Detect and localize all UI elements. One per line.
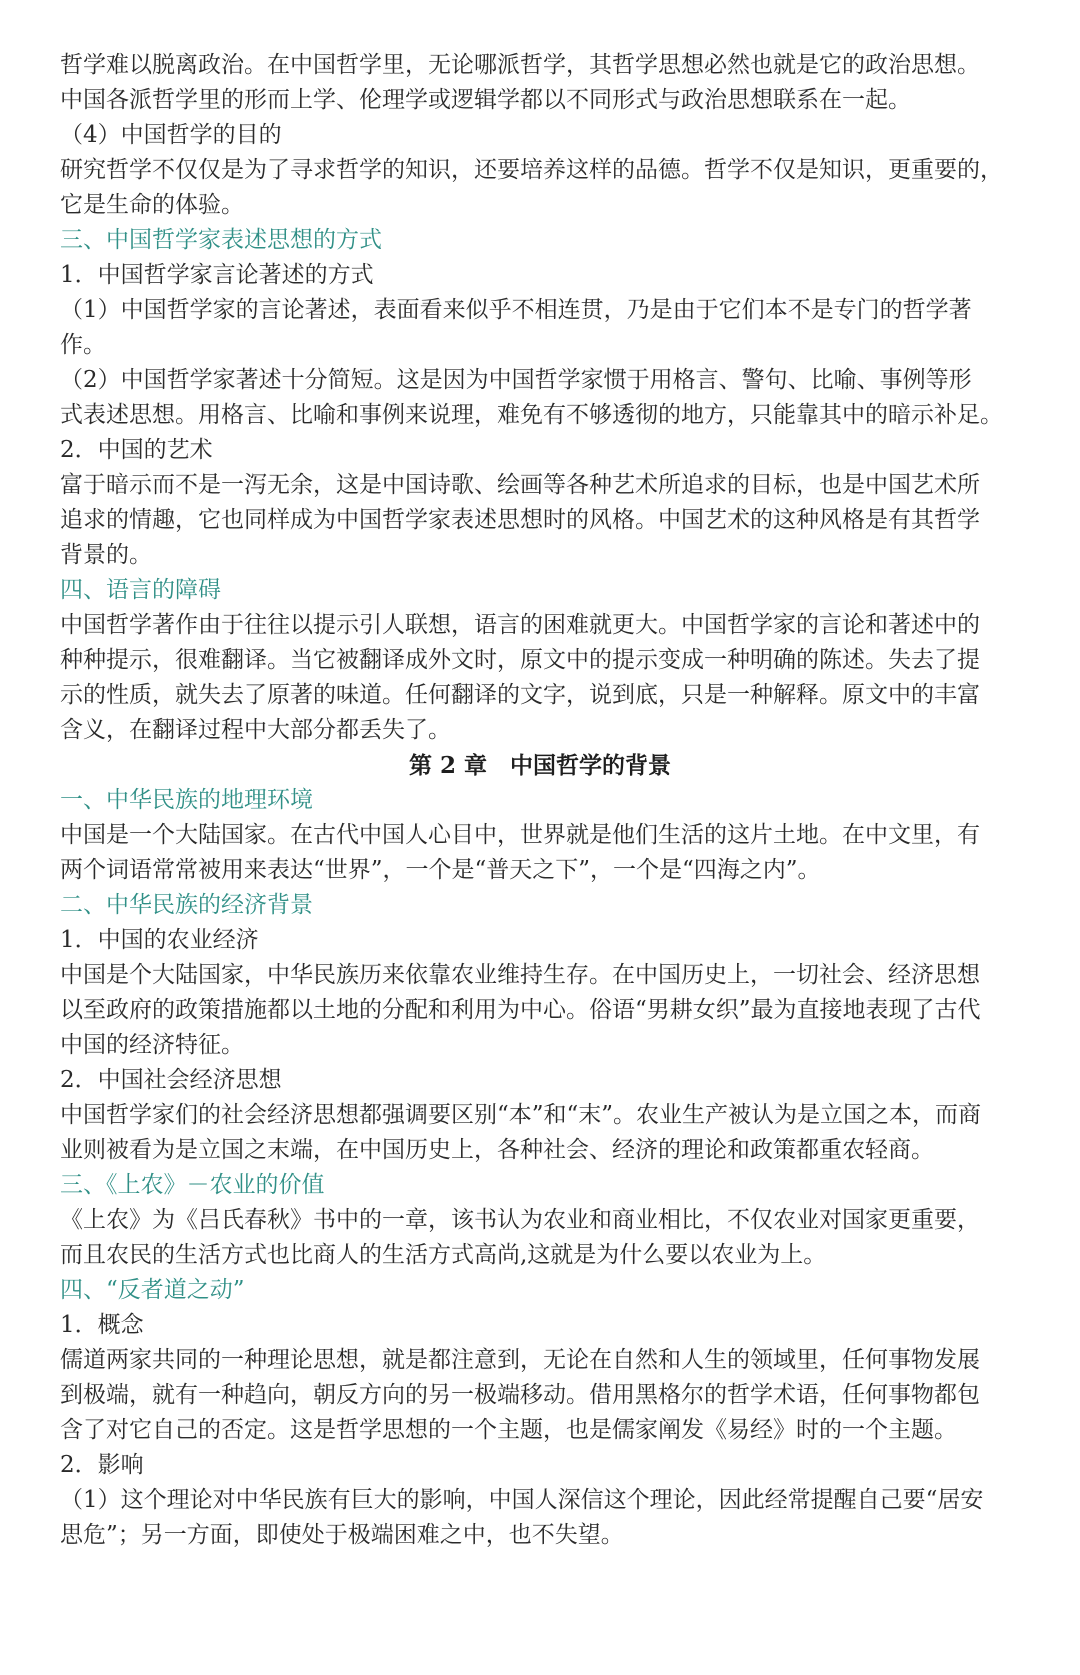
para-concise (60, 363, 1020, 433)
text-line: 儒道两家共同的一种理论思想，就是都注意到，无论在自然和人生的领域里，任何事物发展 (60, 1347, 980, 1373)
subheading-social-economy: 2．中国社会经济思想 (60, 1067, 282, 1093)
para-social-economy (60, 1098, 1020, 1168)
text-line: 作。 (60, 332, 106, 358)
text-line: 含义，在翻译过程中大部分都丢失了。 (60, 717, 451, 743)
text-line: 示的性质，就失去了原著的味道。任何翻译的文字，说到底，只是一种解释。原文中的丰富 (60, 682, 980, 708)
text-line: 中国各派哲学里的形而上学、伦理学或逻辑学都以不同形式与政治思想联系在一起。 (60, 87, 911, 113)
section-heading-language: 四、语言的障碍 (60, 577, 221, 603)
text-line: 研究哲学不仅仅是为了寻求哲学的知识，还要培养这样的品德。哲学不仅是知识，更重要的， (60, 157, 1003, 183)
text-line: （1）这个理论对中华民族有巨大的影响，中国人深信这个理论，因此经常提醒自己要“居安 (60, 1487, 984, 1513)
text-line: 以至政府的政策措施都以土地的分配和利用为中心。俗语“男耕女织”最为直接地表现了古代 (60, 997, 981, 1023)
para-shangnong (60, 1203, 1020, 1273)
para-geography (60, 818, 1020, 888)
para-concept (60, 1343, 1020, 1448)
subheading-concept: 1．概念 (60, 1312, 144, 1338)
subheading-art: 2．中国的艺术 (60, 437, 213, 463)
text-line: 它是生命的体验。 (60, 192, 244, 218)
text-line: 哲学难以脱离政治。在中国哲学里，无论哪派哲学，其哲学思想必然也就是它的政治思想。 (60, 52, 980, 78)
text-line: 种种提示，很难翻译。当它被翻译成外文时，原文中的提示变成一种明确的陈述。失去了提 (60, 647, 980, 673)
section-heading-shangnong: 三、《上农》－农业的价值 (60, 1172, 325, 1198)
text-line: 而且农民的生活方式也比商人的生活方式高尚,这就是为什么要以农业为上。 (60, 1242, 827, 1268)
text-line: （2）中国哲学家著述十分简短。这是因为中国哲学家惯于用格言、警句、比喻、事例等形 (60, 367, 972, 393)
para-purpose (60, 153, 1020, 223)
text-line: 中国是一个大陆国家。在古代中国人心目中，世界就是他们生活的这片土地。在中文里，有 (60, 822, 980, 848)
text-line: 中国的经济特征。 (60, 1032, 244, 1058)
text-line: 背景的。 (60, 542, 152, 568)
text-line: 到极端，就有一种趋向，朝反方向的另一极端移动。借用黑格尔的哲学术语，任何事物都包 (60, 1382, 980, 1408)
para-disjointed (60, 293, 1020, 363)
para-art (60, 468, 1020, 573)
para-agriculture (60, 958, 1020, 1063)
section-heading-economy: 二、中华民族的经济背景 (60, 892, 313, 918)
text-line: 富于暗示而不是一泻无余，这是中国诗歌、绘画等各种艺术所追求的目标，也是中国艺术所 (60, 472, 980, 498)
text-line: 式表述思想。用格言、比喻和事例来说理，难免有不够透彻的地方，只能靠其中的暗示补足。 (60, 402, 1003, 428)
text-line: （1）中国哲学家的言论著述，表面看来似乎不相连贯，乃是由于它们本不是专门的哲学著 (60, 297, 972, 323)
text-line: 业则被看为是立国之末端，在中国历史上，各种社会、经济的理论和政策都重农轻商。 (60, 1137, 934, 1163)
section-heading-expression: 三、中国哲学家表述思想的方式 (60, 227, 382, 253)
text-line: 两个词语常常被用来表达“世界”，一个是“普天之下”，一个是“四海之内”。 (60, 857, 821, 883)
text-line: 思危”；另一方面，即使处于极端困难之中，也不失望。 (60, 1522, 624, 1548)
text-line: 追求的情趣，它也同样成为中国哲学家表述思想时的风格。中国艺术的这种风格是有其哲学 (60, 507, 980, 533)
para-language (60, 608, 1020, 748)
para-influence (60, 1483, 1020, 1553)
subheading-agriculture: 1．中国的农业经济 (60, 927, 259, 953)
text-line: 中国是个大陆国家，中华民族历来依靠农业维持生存。在中国历史上，一切社会、经济思想 (60, 962, 980, 988)
subheading-influence: 2．影响 (60, 1452, 144, 1478)
subheading-purpose: （4）中国哲学的目的 (60, 122, 282, 148)
text-line: 含了对它自己的否定。这是哲学思想的一个主题，也是儒家阐发《易经》时的一个主题。 (60, 1417, 957, 1443)
para-politics (60, 48, 1020, 118)
text-line: 中国哲学著作由于往往以提示引人联想，语言的困难就更大。中国哲学家的言论和著述中的 (60, 612, 980, 638)
text-line: 中国哲学家们的社会经济思想都强调要区别“本”和“末”。农业生产被认为是立国之本，而商 (60, 1102, 982, 1128)
section-heading-reversal: 四、“反者道之动” (60, 1277, 245, 1303)
text-line: 《上农》为《吕氏春秋》书中的一章，该书认为农业和商业相比，不仅农业对国家更重要， (60, 1207, 980, 1233)
section-heading-geography: 一、中华民族的地理环境 (60, 787, 313, 813)
document-page (60, 48, 1020, 1553)
chapter-title: 第 2 章 中国哲学的背景 (408, 752, 672, 779)
subheading-speech-writing: 1．中国哲学家言论著述的方式 (60, 262, 374, 288)
